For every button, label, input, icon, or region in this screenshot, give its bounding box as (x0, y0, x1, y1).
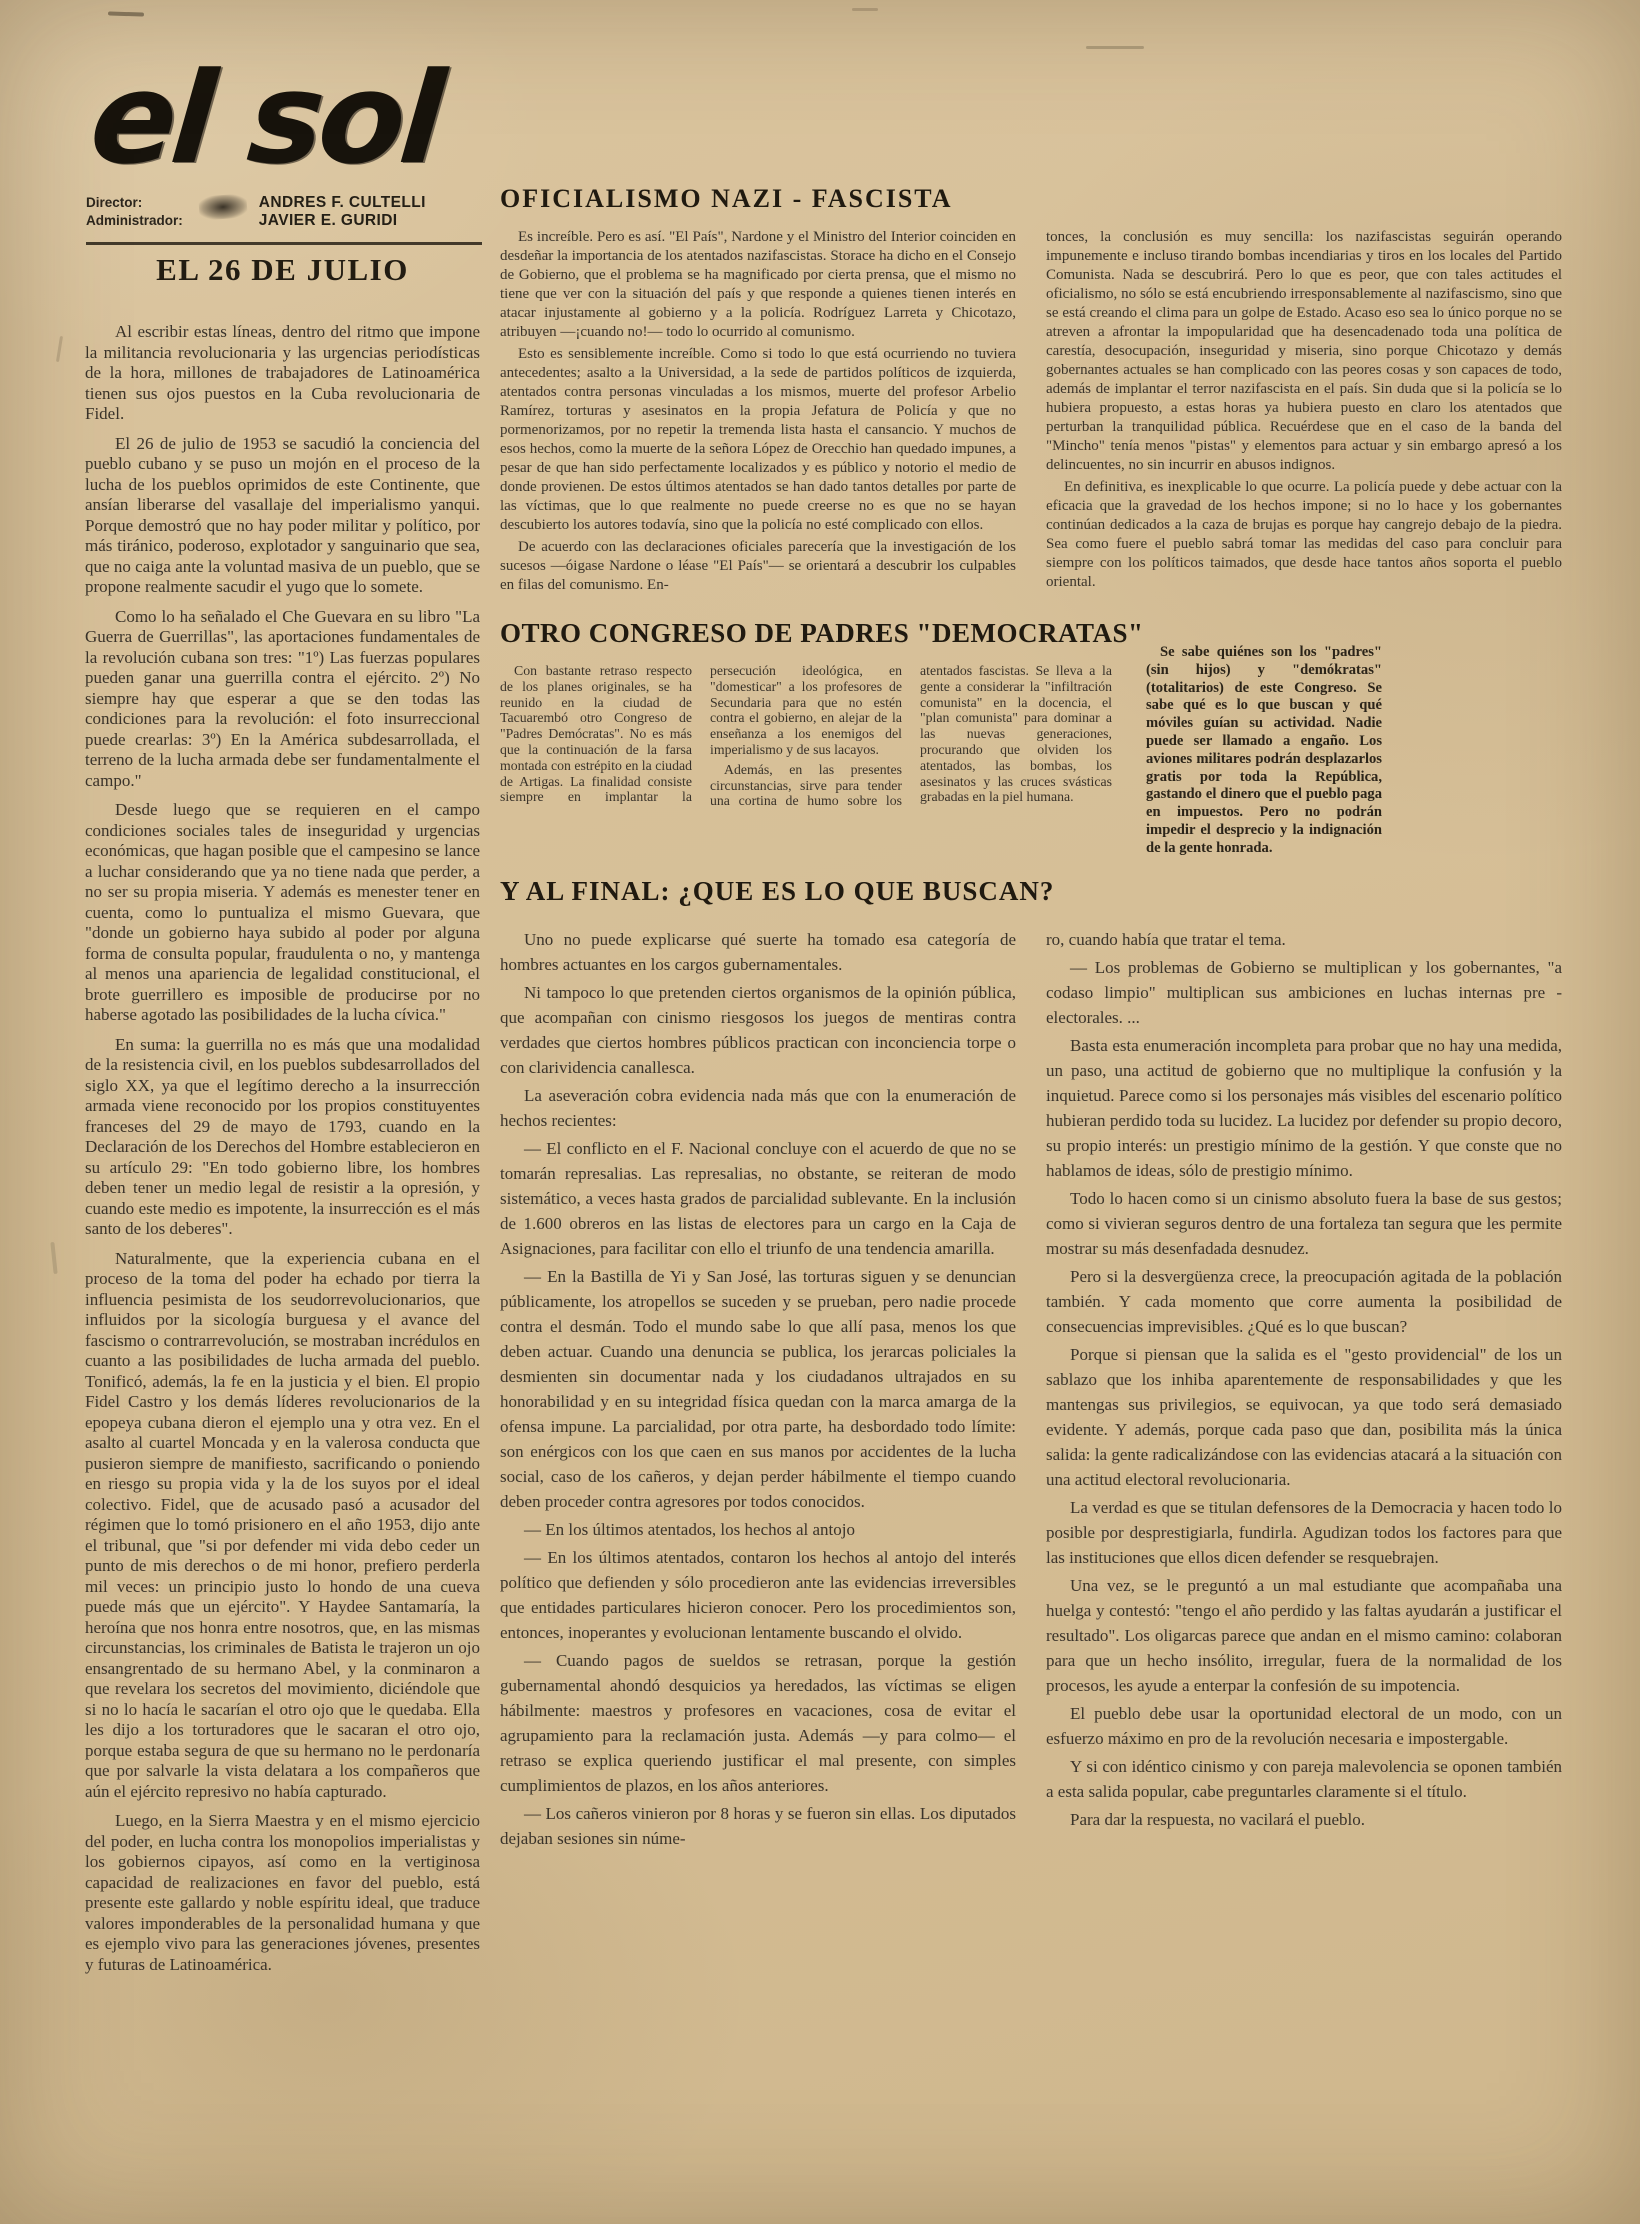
paragraph: Ni tampoco lo que pretenden ciertos organismos de la opinión pública, que acompañan con cinismo riesgosos los juegos de mentiras contra verdades que ciertos hombres públicos practican con inconciencia torpe o con clarividencia canallesca. (500, 982, 1016, 1077)
article-otro-congreso (500, 618, 1562, 858)
article-column-2 (1046, 228, 1562, 598)
article-sidebar (1146, 618, 1382, 858)
paragraph: Uno no puede explicarse qué suerte ha tomado esa categoría de hombres actuantes en los cargos gubernamentales. (500, 929, 1016, 974)
paragraph: ro, cuando había que tratar el tema. (1046, 929, 1286, 949)
paragraph: Esto es sensiblemente increíble. Como si todo lo que está ocurriendo no tuviera antecedentes; asalto a la Universidad, a la sede de partidos políticos de izquierda, atentados contra personas vinculadas a los mismos, muerte del profesor Arbelio Ramírez, torturas y asesinatos en la propia Jefatura de Policía y que no pormenorizamos, por no repetir la tremenda lista hasta el cansancio. Y muchos de esos hechos, como la muerte de la señora López de Orecchio han quedado impunes, a pesar de que han sido perfectamente localizados y es público y notorio el medio de donde provienen. De estos últimos atentados se han dado tantos detalles por parte de las víctimas, que lo que realmente no puede creerse no es que no se hayan descubierto los autores todavía, sino que la policía no esté complicado con ellos. (500, 346, 1016, 533)
article-title: EL 26 DE JULIO (156, 252, 409, 287)
paragraph: — Los cañeros vinieron por 8 horas y se fueron sin ellas. Los diputados dejaban sesiones sin núme- (500, 1803, 1016, 1848)
paragraph: — Cuando pagos de sueldos se retrasan, porque la gestión gubernamental ahondó desquicios ya heredados, las víctimas se eligen hábilmente: maestros y profesores en vacaciones, cosa de evitar el agrupamiento para la reclamación justa. Además —y para colmo— el retraso se explica queriendo justificar el mal presente, con simples cumplimientos de plazos, en los años anteriores. (500, 1650, 1016, 1795)
article-oficialismo-nazi-fascista (500, 184, 1562, 598)
staff-names (259, 194, 426, 230)
scan-artifact (56, 336, 63, 362)
article-column-1 (500, 228, 1016, 598)
article-title: OTRO CONGRESO DE PADRES "DEMOCRATAS" (500, 618, 1144, 648)
article-el-26-de-julio (85, 252, 480, 2157)
article-title: OFICIALISMO NAZI - FASCISTA (500, 184, 953, 213)
paragraph: — En la Bastilla de Yi y San José, las torturas siguen y se denuncian públicamente, los atropellos se suceden y se prueban, pero nadie procede contra el desmán. Todo el mundo sabe lo que allí pasa, menos los que deben actuar. Cuando una denuncia se publica, los jerarcas policiales la desmienten sin documentar nada y los ciudadanos ultrajados en su honorabilidad y en su integridad física quedan con la marca amarga de la ofensa impune. La parcialidad, por otra parte, ha desbordado todo límite: son enérgicos con los que caen en sus manos por accidentes de la lucha social, caso de los cañeros, y dejan perder hábilmente el tiempo cuando deben proceder contra agresores por todos conocidos. (500, 1266, 1016, 1511)
article-body (500, 228, 1562, 598)
scan-artifact (108, 11, 144, 16)
article-main (500, 618, 1144, 858)
paragraph: tonces, la conclusión es muy sencilla: los nazifascistas seguirán operando impunemente e incluso tirando bombas incendiarias y tiros en los locales del Partido Comunista. Nada se descubrirá. Pero lo que es peor, que con tales actitudes el oficialismo, no sólo se está encubriendo irresponsablemente al nazifascismo, sino que se está creando el clima para un golpe de Estado. Acaso eso sea lo único porque no se atreven a afrontar la impopularidad que ha desencadenado toda una política de carestía, desocupación, inseguridad y miseria, sino porque Chicotazo y demás gobernantes actuales se han complicado con las peores cosas y son capaces de todo, además de implantar el terror nazifascista en el país. Sin duda que si la policía se lo hubiera propuesto, a estas horas ya hubiera puesto en claro los atentados que perturban la tranquilidad pública. Recuérdese que en el caso de la banda del "Mincho" tenía menos "pistas" y elementos para actuar y sin embargo apresó a los delincuentes, no sin incurrir en abusos indignos. (1046, 229, 1562, 473)
article-title: Y AL FINAL: ¿QUE ES LO QUE BUSCAN? (500, 875, 1055, 906)
right-articles (500, 184, 1562, 2194)
paragraph: — En los últimos atentados, contaron los hechos al antojo del interés político que defienden y sólo procedieron ante las evidencias irreversibles que entidades particulares hicieron conocer. Pero los procedimientos son, entonces, inoperantes y evolucionan lentamente buscando el olvido. (500, 1547, 1016, 1642)
paragraph: Como lo ha señalado el Che Guevara en su libro "La Guerra de Guerrillas", las aportaciones fundamentales de la revolución cubana son tres: "1º) Las fuerzas populares pueden ganar una guerrilla contra el ejército. 2º) No siempre hay que esperar a que se den todas las condiciones para la revolución: el foto insurreccional puede crearlas: 3º) En la América subdesarrollada, el terreno de la lucha armada debe ser fundamentalmente el campo." (85, 606, 480, 790)
article-body (500, 663, 1112, 809)
paragraph: Al escribir estas líneas, dentro del ritmo que impone la militancia revolucionaria y las urgencias periodísticas de la hora, millones de trabajadores de Latinoamérica tienen sus ojos puestos en la Cuba revolucionaria de Fidel. (85, 322, 480, 423)
paragraph: De acuerdo con las declaraciones oficiales parecería que la investigación de los sucesos —óigase Nardone o léase "El País"— se orientará a descubrir los culpables en filas del comunismo. En- (500, 539, 1016, 593)
paragraph: Basta esta enumeración incompleta para probar que no hay una medida, un paso, una actitud de gobierno que no multiplique la confusión y la inquietud. Parece como si los personajes más visibles del escenario político hubieran perdido toda su lucidez. La lucidez por defender su propio decoro, su propio interés: un prestigio mínimo de la gestión. Y que conste que no hablamos de ideas, sólo de prestigio mínimo. (1046, 1035, 1562, 1180)
paragraph: La verdad es que se titulan defensores de la Democracia y hacen todo lo posible por desprestigiarla, fundirla. Agudizan todos los factores para que las instituciones que ellos dicen defender se resquebrajen. (1046, 1497, 1562, 1567)
paragraph: Con bastante retraso respecto de los planes originales, se ha reunido en la ciudad de Tacuarembó otro Congreso de "Padres Demócratas". No es más que la continuación de la farsa montada con estrépito en la ciudad de Artigas. La finalidad consiste siempre en implantar la persecución ideológica, en "domesticar" a los profesores de Secundaria para que no estén contra el gobierno, en alejar de la enseñanza a los enemigos del imperialismo y de sus lacayos. (500, 663, 902, 805)
paragraph: La aseveración cobra evidencia nada más que con la enumeración de hechos recientes: (500, 1085, 1016, 1130)
staff-labels (86, 194, 183, 230)
scan-artifact (852, 8, 878, 11)
paragraph: Todo lo hacen como si un cinismo absoluto fuera la base de sus gestos; como si vivieran seguros dentro de una fortaleza tan segura que les permite mostrar su más desenfadada desnudez. (1046, 1188, 1562, 1258)
paragraph: Pero si la desvergüenza crece, la preocupación agitada de la población también. Y cada momento que corre aumenta la posibilidad de consecuencias imprevisibles. ¿Qué es lo que buscan? (1046, 1266, 1562, 1336)
paragraph: Porque si piensan que la salida es el "gesto providencial" de los un sablazo que los inhiba aparentemente de responsabilidades y que les mantengas sus privilegios, se equivocan, ya que todo será demasiado evidente. Y además, porque cada paso que dan, posibilita más la única salida: la gente radicalizándose con las evidencias atacará a la situación con una actitud electoral revolucionaria. (1046, 1344, 1562, 1489)
paragraph: — El conflicto en el F. Nacional concluye con el acuerdo de que no se tomarán represalias. Las represalias, no obstante, se reiteran de modo sistemático, a veces hasta grados de parcialidad sublevante. En la inclusión de 1.600 obreros en las listas de electores para un cargo en la Caja de Asignaciones, para facilitar con ello el triunfo de una tendencia amarilla. (500, 1138, 1016, 1258)
masthead (85, 45, 488, 245)
paragraph: Se sabe quiénes son los "padres" (sin hijos) y "demókratas" (totalitarios) de este Congreso. Se sabe qué es lo que buscan y qué móviles guían su actividad. Nadie puede ser llamado a engaño. Los aviones militares podrán desplazarlos gratis por toda la República, gastando el dinero que el pueblo paga en impuestos. Pero no podrán impedir el desprecio y la indignación de la gente honrada. (1146, 644, 1382, 856)
scan-artifact (1086, 46, 1144, 49)
article-body (85, 322, 480, 1975)
paragraph: Una vez, se le preguntó a un mal estudiante que acompañaba una huelga y contestó: "tengo el año perdido y las faltas ayudarán a justificar el resultado". Los oligarcas parece que andan en el mismo camino: colaboran para que un hecho insólito, irregular, fuera de la normalidad de los procesos, les ayude a enterpar la confesión de su impotencia. (1046, 1575, 1562, 1695)
ink-smudge (198, 193, 248, 220)
paragraph: El pueblo debe usar la oportunidad electoral de un modo, con un esfuerzo máximo en pro de la revolución necesaria e impostergable. (1046, 1703, 1562, 1748)
article-column-2 (1046, 927, 1562, 1854)
director-name: ANDRES F. CULTELLI (258, 194, 426, 211)
administrator-label: Administrador: (86, 213, 183, 228)
header-divider (86, 242, 482, 245)
article-column-1 (500, 927, 1016, 1854)
paragraph: Y si con idéntico cinismo y con pareja malevolencia se oponen también a esta salida popular, cabe preguntarles claramente si el título. (1046, 1756, 1562, 1801)
administrator-name: JAVIER E. GURIDI (258, 212, 398, 229)
paragraph: Para dar la respuesta, no vacilará el pueblo. (1070, 1809, 1366, 1829)
article-y-al-final (500, 876, 1562, 1854)
paragraph: Naturalmente, que la experiencia cubana en el proceso de la toma del poder ha echado por tierra la influencia pesimista de los seudorrevolucionarios, que influidos por la sicología burguesa y el avance del fascismo o contrarrevolución, se mostraban incrédulos en cuanto a las posibilidades de lucha armada del pueblo. Tonificó, además, la fe en la justicia y el bien. El propio Fidel Castro y los demás líderes revolucionarios de la epopeya cubana dieron el ejemplo una y otra vez. En el asalto al cuartel Moncada y en la valerosa conducta que pusieron siempre de manifiesto, sacrificando o poniendo en riesgo su propia vida y la de los suyos por el ideal colectivo. Fidel, que de acusado pasó a acusador del régimen que lo tomó prisionero en el año 1953, dijo ante el tribunal, que "si por defender mi vida debo ceder un punto de mis derechos o de mi honor, prefiero perderla mil veces: un principio justo lo hondo de una cueva puede más que un ejército". Y Haydee Santamaría, la heroína que nos honra entre nosotros, que, en las mismas circunstancias, los criminales de Batista le trajeron un ojo ensangrentado de su hermano Abel, y la conminaron a que revelara los secretos del movimiento, diciéndole que si no lo hacía le sacarían el otro ojo que le quedaba. Ella les dijo a los torturadores que le sacaran el otro ojo, porque estaba segura de que su hermano no le perdonaría que por salvarle la vista delatara a los compañeros que aún el ejército represivo no había capturado. (85, 1248, 480, 1801)
paragraph: Es increíble. Pero es así. "El País", Nardone y el Ministro del Interior coinciden en desdeñar la importancia de los atentados nazifascistas. Storace ha dicho en el Consejo de Gobierno, que el problema se ha magnificado por cierta prensa, que el mismo no tiene que ver con la situación del país y que responde a quienes tienen interés en atacar injustamente al gobierno y a la policía. Rodríguez Larreta y Chicotazo, atribuyen —¡cuando no!— todo lo ocurrido al comunismo. (500, 229, 1016, 340)
paragraph: En suma: la guerrilla no es más que una modalidad de la resistencia civil, en los pueblos subdesarrollados del siglo XX, ya que el legítimo derecho a la insurrección armada viene reconocido por los propios constituyentes franceses del 29 de mayo de 1793, cuando en la Declaración de los Derechos del Hombre establecieron en su artículo 29: "En todo gobierno libre, los hombres deben tener un medio legal de resistir a la opresión, y cuando este medio es impotente, la insurrección es el más santo de los deberes". (85, 1034, 480, 1238)
staff-block (86, 194, 488, 230)
paragraph: Luego, en la Sierra Maestra y en el mismo ejercicio del poder, en lucha contra los monopolios imperialistas y los gobiernos cipayos, así como en la vertiginosa capacidad de realizaciones en favor del pueblo, está presente este gallardo y noble espíritu ideal, que traduce valores imponderables de la personalidad humana y que es ejemplo vivo para las generaciones jóvenes, presentes y futuras de Latinoamérica. (85, 1811, 480, 1974)
paragraph: El 26 de julio de 1953 se sacudió la conciencia del pueblo cubano y se puso un mojón en el proceso de la lucha de los pueblos oprimidos de este Continente, que ansían liberarse del vasallaje del imperialismo yanqui. Porque demostró que no hay poder militar y político, por más tiránico, poderoso, explotador y sanguinario que sea, que no caiga ante la voluntad masiva de un pueblo, que se propone realmente sacudir el yugo que lo somete. (85, 433, 480, 596)
paragraph: Desde luego que se requieren en el campo condiciones sociales tales de inseguridad y urgencias económicas, que hagan posible que el campesino se lance a luchar considerando que ya no tiene nada que perder, a no ser su propia miseria. Y además es menester tener en cuenta, como lo puntualiza el mismo Guevara, que "donde un gobierno haya subido al poder por alguna forma de consulta popular, fraudulenta o no, y mantenga al menos una apariencia de legalidad constitucional, el brote guerrillero es imposible de producirse por no haberse agotado las posibilidades de la lucha cívica." (85, 800, 480, 1024)
masthead-title: el sol (85, 45, 446, 192)
article-body (500, 927, 1562, 1854)
paragraph: En definitiva, es inexplicable lo que ocurre. La policía puede y debe actuar con la eficacia que la gravedad de los hechos impone; si no lo hace y los gobernantes continúan dedicados a la caza de brujas es porque hay cangrejo debajo de la piedra. Sea como fuere el pueblo sabrá tomar las medidas del caso para concluir para siempre con los políticos taimados, que desde hace tantos años soporta el pueblo oriental. (1046, 479, 1562, 590)
paragraph: Además, en las presentes circunstancias, sirve para tender una cortina de humo sobre los atentados fascistas. Se lleva a la gente a considerar la "infiltración comunista" en la docencia, el "plan comunista" para dominar a las nuevas generaciones, procurando que olviden los atentados, las bombas, los asesinatos y las cruces svásticas grabadas en la piel humana. (710, 663, 1112, 809)
paragraph: — Los problemas de Gobierno se multiplican y los gobernantes, "a codaso limpio" multiplican sus ambiciones en luchas internas pre - electorales. ... (1046, 957, 1562, 1027)
paragraph: — En los últimos atentados, los hechos al antojo (524, 1519, 855, 1539)
scan-artifact (50, 1242, 57, 1274)
director-label: Director: (86, 195, 143, 210)
